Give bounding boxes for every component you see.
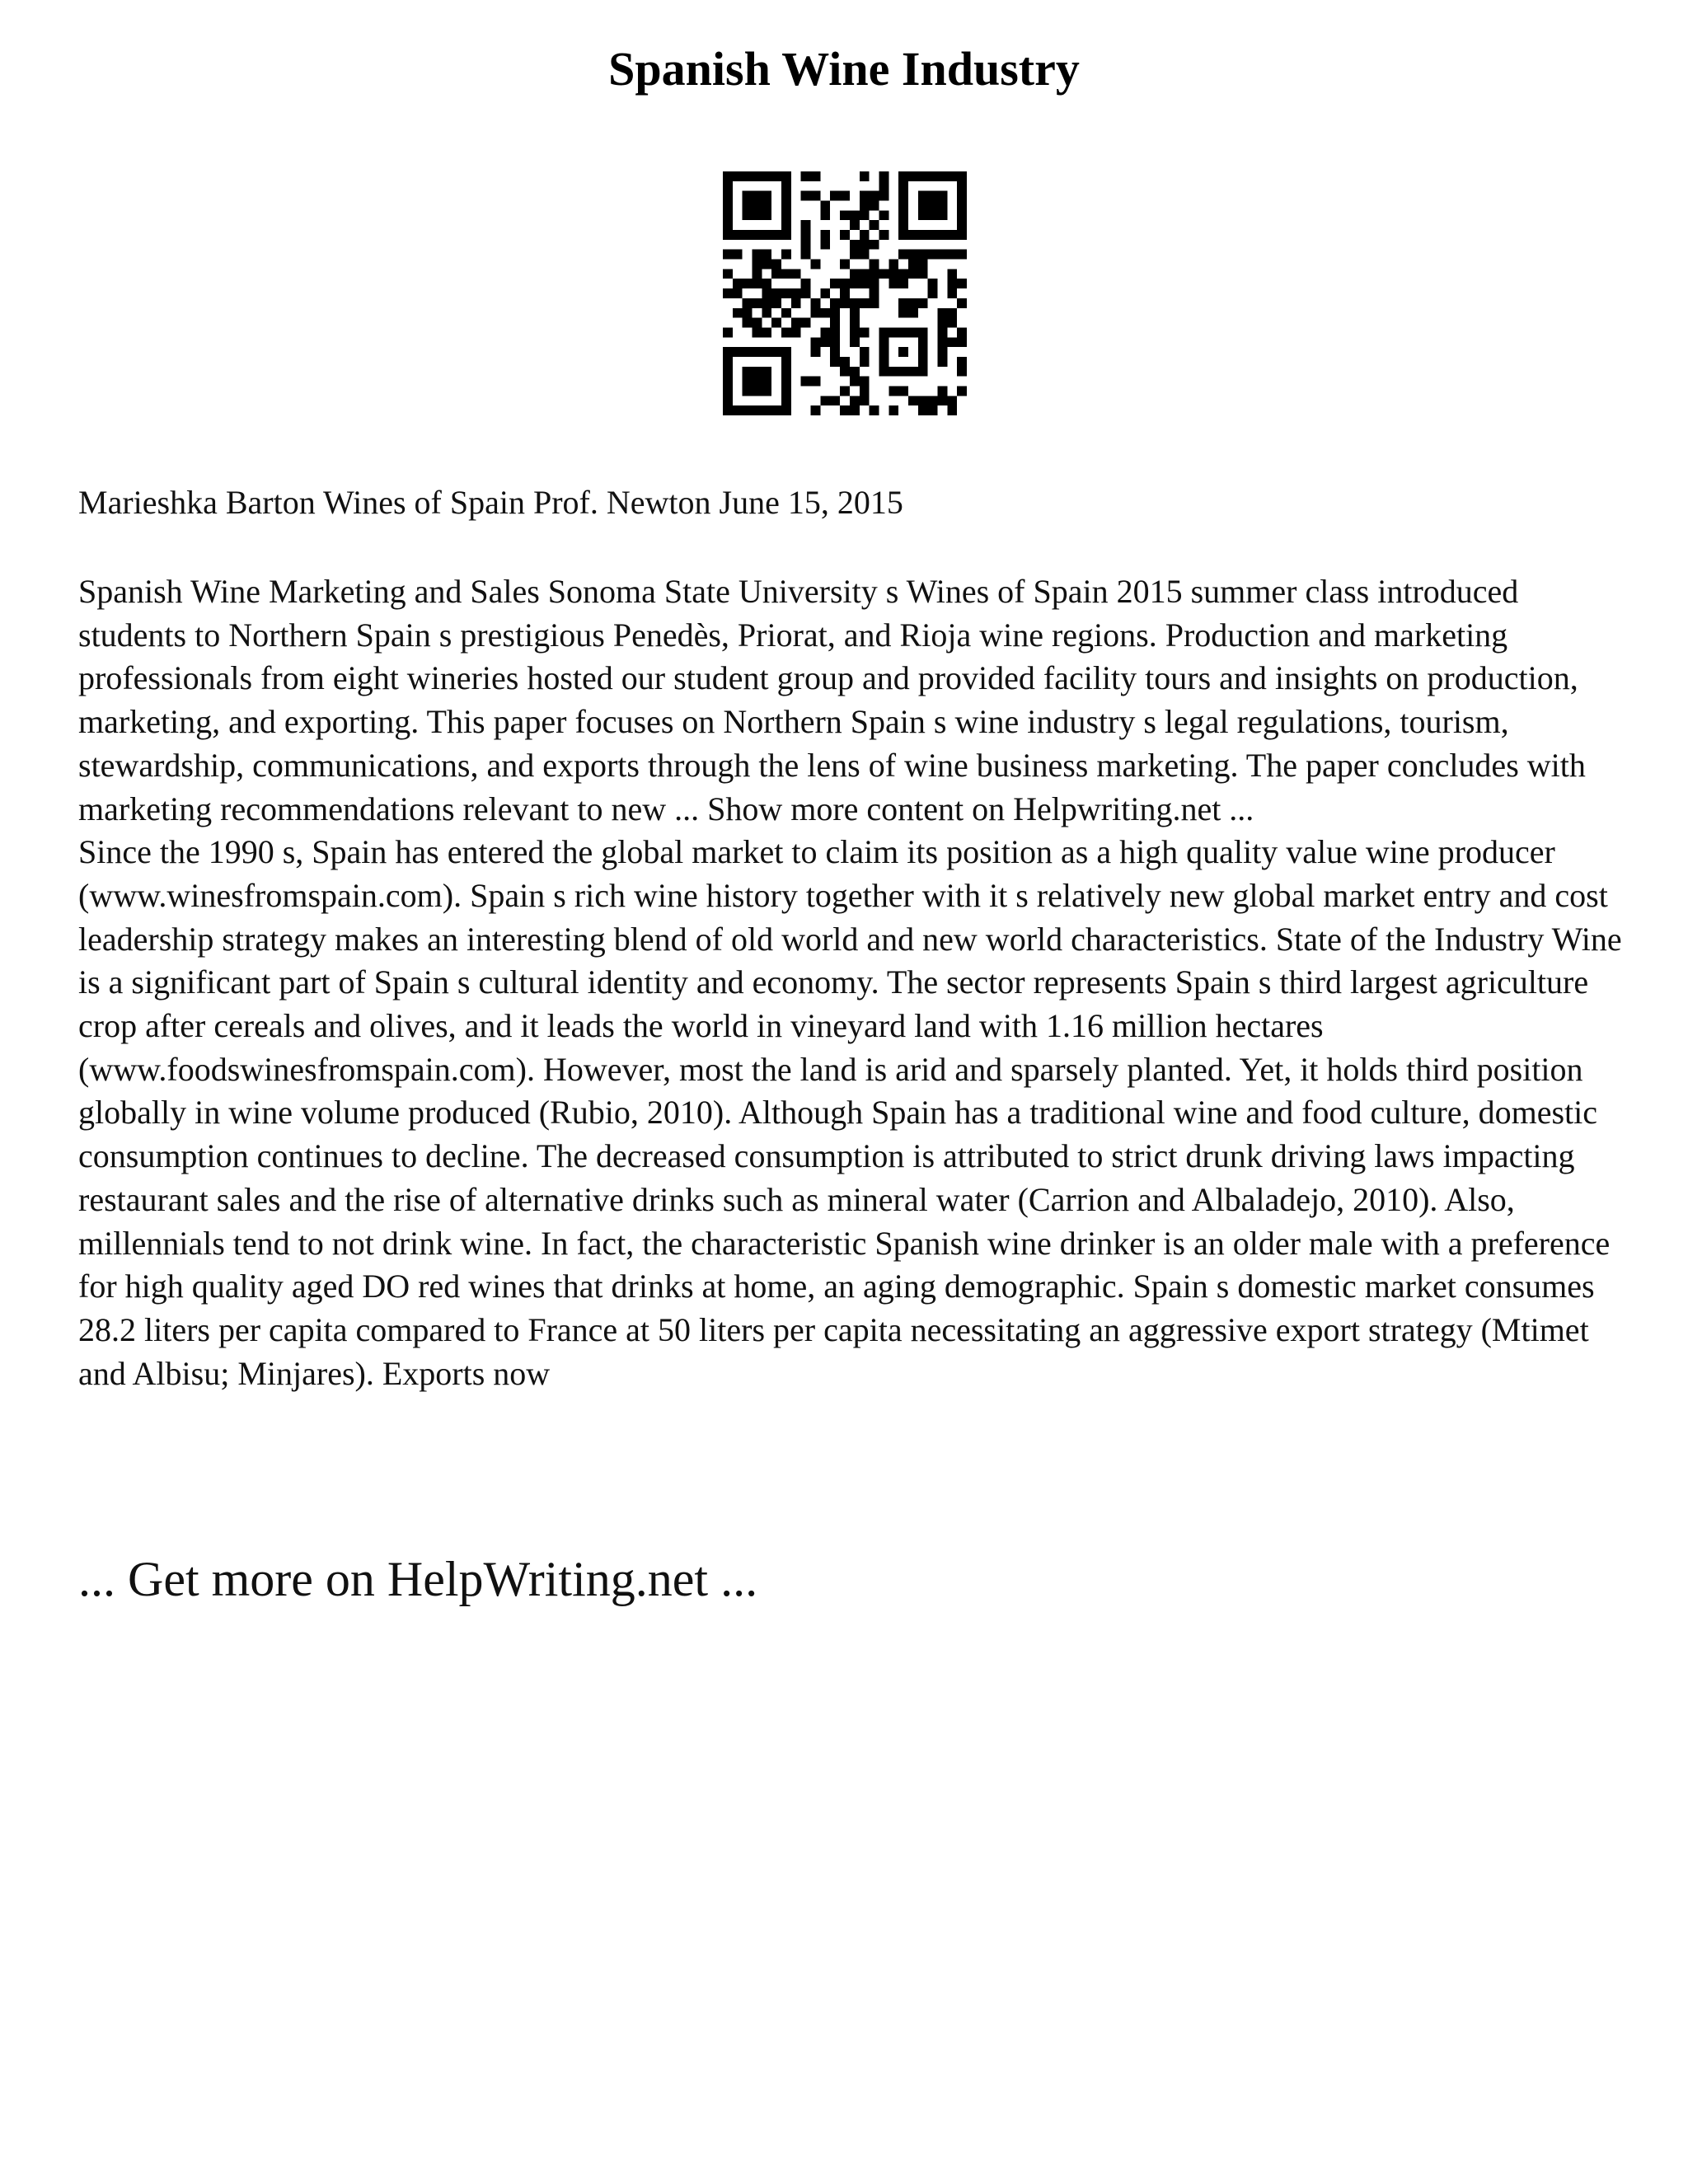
qr-code-icon (723, 171, 967, 415)
qr-code-graphic (723, 171, 967, 415)
page-title: Spanish Wine Industry (608, 42, 1080, 96)
paragraph-abstract: Spanish Wine Marketing and Sales Sonoma State University s Wines of Spain 2015 summer class introduced students to Northern Spain s prestigious Penedès, Priorat, and Rioja wine regions. Production and marketing professionals from eight wineries hosted our student group and provided facility tours and insights on production, marketing, and exporting. This paper focuses on Northern Spain s wine industry s legal regulations, tourism, stewardship, communications, and exports through the lens of wine business marketing. The paper concludes with marketing recommendations relevant to new ... Show more content on Helpwriting.net ... (78, 573, 1586, 827)
article-body (78, 570, 1628, 1395)
paragraph-industry: Since the 1990 s, Spain has entered the global market to claim its position as a high quality value wine producer (www.winesfromspain.com). Spain s rich wine history together with it s relatively new global market entry and cost leadership strategy makes an interesting blend of old world and new world characteristics. State of the Industry Wine is a significant part of Spain s cultural identity and economy. The sector represents Spain s third largest agriculture crop after cereals and olives, and it leads the world in vineyard land with 1.16 million hectares (www.foodswinesfromspain.com). However, most the land is arid and sparsely planted. Yet, it holds third position globally in wine volume produced (Rubio, 2010). Although Spain has a traditional wine and food culture, domestic consumption continues to decline. The decreased consumption is attributed to strict drunk driving laws impacting restaurant sales and the rise of alternative drinks such as mineral water (Carrion and Albaladejo, 2010). Also, millennials tend to not drink wine. In fact, the characteristic Spanish wine drinker is an older male with a preference for high quality aged DO red wines that drinks at home, an aging demographic. Spain s domestic market consumes 28.2 liters per capita compared to France at 50 liters per capita necessitating an aggressive export strategy (Mtimet and Albisu; Minjares). Exports now (78, 833, 1622, 1392)
author-byline: Marieshka Barton Wines of Spain Prof. Newton June 15, 2015 (78, 484, 903, 521)
get-more-link[interactable]: ... Get more on HelpWriting.net ... (78, 1552, 758, 1606)
